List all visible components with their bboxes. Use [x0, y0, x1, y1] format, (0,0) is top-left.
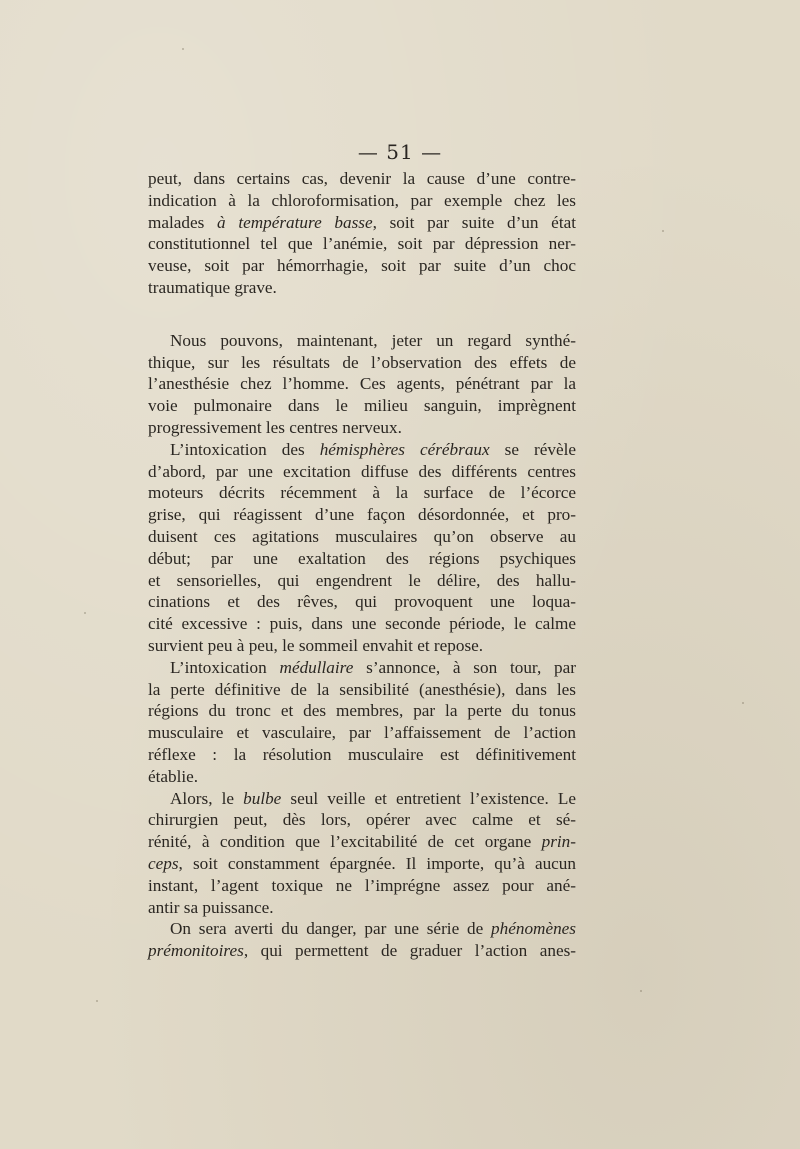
text-line: l’anesthésie chez l’homme. Ces agents, pénétrant par la: [148, 374, 576, 394]
text-line: instant, l’agent toxique ne l’imprégne assez pour ané-: [148, 875, 576, 895]
text-line: L’intoxication médullaire s’annonce, à son tour, par: [170, 657, 576, 677]
body-text: [148, 168, 576, 962]
text-line: moteurs décrits récemment à la surface de l’écorce: [148, 483, 576, 503]
emphasis-text: médullaire: [279, 657, 354, 677]
text-line: peut, dans certains cas, devenir la cause d’une contre-: [148, 169, 576, 188]
paragraph: [148, 657, 576, 788]
text-line: cinations et des rêves, qui provoquent une loqua-: [148, 592, 576, 612]
text-line: indication à la chloroformisation, par exemple chez les: [148, 190, 576, 210]
text-line: rénité, à condition que l’excitabilité de cet organe prin-: [148, 832, 576, 852]
emphasis-text: prin-: [541, 832, 576, 852]
paper-speck: [742, 702, 744, 704]
text-line: traumatique grave.: [148, 277, 277, 297]
emphasis-text: hémisphères cérébraux: [319, 439, 490, 459]
text-line: réflexe : la résolution musculaire est définitivement: [148, 744, 576, 764]
text-line: établie.: [148, 766, 199, 786]
text-line: musculaire et vasculaire, par l’affaissement de l’action: [148, 723, 576, 743]
paragraph: [148, 168, 576, 299]
emphasis-text: ceps: [148, 853, 179, 873]
text-line: On sera averti du danger, par une série de phénomènes: [170, 919, 576, 939]
text-line: thique, sur les résultats de l’observation des effets de: [148, 352, 576, 372]
text-line: régions du tronc et des membres, par la perte du tonus: [148, 701, 576, 721]
paper-speck: [84, 612, 86, 614]
emphasis-text: phénomènes: [491, 919, 576, 939]
text-line: prémonitoires, qui permettent de graduer l’action anes-: [148, 941, 576, 961]
text-line: L’intoxication des hémisphères cérébraux se révèle: [170, 439, 576, 459]
text-line: duisent ces agitations musculaires qu’on observe au: [148, 526, 576, 546]
paragraph: [148, 918, 576, 962]
text-line: et sensorielles, qui engendrent le délire, des hallu-: [148, 570, 576, 590]
emphasis-text: bulbe: [243, 788, 282, 808]
text-line: malades à température basse, soit par suite d’un état: [148, 212, 576, 232]
text-line: début; par une exaltation des régions psychiques: [148, 548, 576, 568]
paper-speck: [640, 990, 642, 992]
text-line: survient peu à peu, le sommeil envahit et repose.: [148, 635, 484, 655]
text-line: cité excessive : puis, dans une seconde période, le calme: [148, 614, 576, 634]
text-line: Nous pouvons, maintenant, jeter un regard synthé-: [170, 330, 576, 350]
text-line: la perte définitive de la sensibilité (anesthésie), dans les: [148, 679, 576, 699]
page-number: — 51 —: [357, 140, 443, 164]
emphasis-text: à température basse: [217, 212, 373, 232]
paragraph: [148, 439, 576, 657]
paper-speck: [662, 230, 664, 232]
text-line: antir sa puissance.: [148, 897, 274, 917]
emphasis-text: prémonitoires: [148, 941, 244, 961]
paragraph: [148, 330, 576, 439]
text-line: Alors, le bulbe seul veille et entretient l’existence. Le: [170, 788, 576, 808]
text-line: voie pulmonaire dans le milieu sanguin, imprègnent: [148, 396, 576, 416]
text-line: progressivement les centres nerveux.: [148, 417, 402, 437]
paragraph: [148, 788, 576, 919]
paper-speck: [96, 1000, 98, 1002]
text-line: grise, qui réagissent d’une façon désordonnée, et pro-: [148, 505, 576, 525]
paper-speck: [182, 48, 184, 50]
text-line: chirurgien peut, dès lors, opérer avec calme et sé-: [148, 810, 576, 830]
text-line: veuse, soit par hémorrhagie, soit par suite d’un choc: [148, 256, 576, 276]
text-line: d’abord, par une excitation diffuse des différents centres: [148, 461, 576, 481]
text-line: ceps, soit constamment épargnée. Il importe, qu’à aucun: [148, 853, 576, 873]
text-line: constitutionnel tel que l’anémie, soit par dépression ner-: [148, 234, 576, 254]
